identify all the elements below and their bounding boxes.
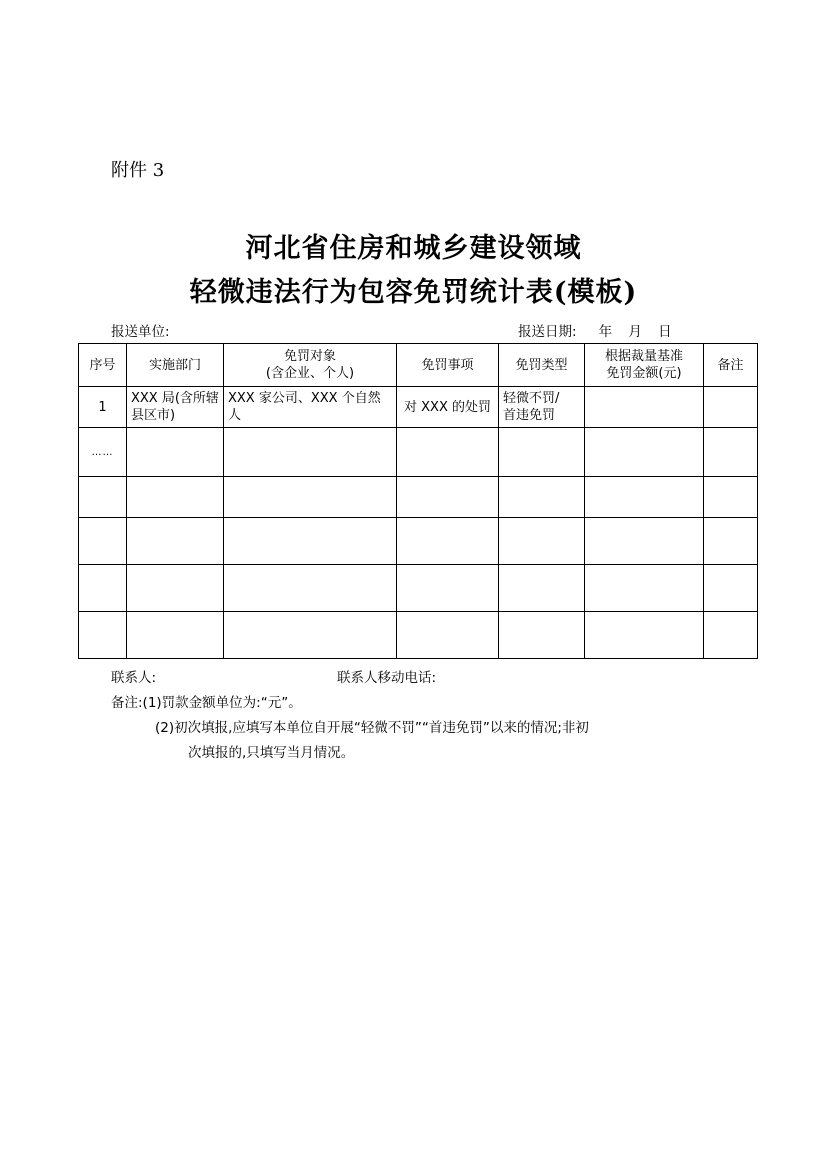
header-basis <box>585 344 704 387</box>
ellipsis: …… <box>91 447 114 458</box>
note-line-2: (2)初次填报,应填写本单位自开展“轻微不罚”“首违免罚”以来的情况;非初 <box>155 720 589 736</box>
cell-empty <box>127 565 224 612</box>
header-remark: 备注 <box>704 344 758 387</box>
cell-empty <box>224 428 397 477</box>
header-basis-line2: 免罚金额(元) <box>606 366 682 381</box>
header-target-line2: (含企业、个人) <box>265 366 355 381</box>
cell-empty <box>499 518 585 565</box>
note-line-1: 备注:(1)罚款金额单位为:“元”。 <box>111 695 302 711</box>
cell-empty <box>224 612 397 659</box>
document-title-line2: 轻微违法行为包容免罚统计表(模板) <box>189 277 638 308</box>
cell-empty <box>397 518 499 565</box>
cell-type <box>499 387 585 428</box>
cell-empty <box>79 477 127 518</box>
cell-empty <box>79 612 127 659</box>
cell-seq <box>79 428 127 477</box>
attachment-label: 附件 3 <box>111 160 165 181</box>
table-header-row <box>79 344 758 387</box>
cell-empty <box>585 477 704 518</box>
cell-empty <box>585 428 704 477</box>
date-units: 年 月 日 <box>598 324 672 340</box>
cell-empty <box>224 518 397 565</box>
cell-empty <box>397 477 499 518</box>
cell-empty <box>397 428 499 477</box>
reporting-date-label: 报送日期: <box>518 324 577 340</box>
cell-empty <box>704 612 758 659</box>
document-title-line1: 河北省住房和城乡建设领域 <box>245 233 582 264</box>
cell-target: XXX 家公司、XXX 个自然人 <box>224 387 397 428</box>
cell-empty <box>585 612 704 659</box>
statistics-table <box>78 343 758 659</box>
cell-empty <box>704 518 758 565</box>
cell-empty <box>127 518 224 565</box>
contact-phone-label: 联系人移动电话: <box>337 670 437 686</box>
header-dept: 实施部门 <box>127 344 224 387</box>
cell-dept: XXX 局(含所辖县区市) <box>127 387 224 428</box>
cell-empty <box>499 477 585 518</box>
cell-empty <box>224 565 397 612</box>
header-target-line1: 免罚对象 <box>283 349 336 364</box>
cell-type-line1: 轻微不罚/ <box>503 391 560 406</box>
cell-empty <box>704 565 758 612</box>
note-line-3: 次填报的,只填写当月情况。 <box>188 745 355 761</box>
cell-empty <box>127 428 224 477</box>
cell-empty <box>397 612 499 659</box>
cell-empty <box>704 477 758 518</box>
cell-empty <box>499 612 585 659</box>
cell-empty <box>704 428 758 477</box>
notes <box>111 691 589 766</box>
cell-empty <box>79 565 127 612</box>
cell-empty <box>224 477 397 518</box>
header-type: 免罚类型 <box>499 344 585 387</box>
cell-type-line2: 首违免罚 <box>503 408 556 423</box>
header-basis-line1: 根据裁量基准 <box>604 349 683 364</box>
header-matter: 免罚事项 <box>397 344 499 387</box>
cell-empty <box>127 477 224 518</box>
cell-empty <box>79 518 127 565</box>
cell-empty <box>499 428 585 477</box>
contact-person-label: 联系人: <box>111 670 157 686</box>
reporting-unit-label: 报送单位: <box>111 324 170 340</box>
table-row <box>79 565 758 612</box>
header-seq: 序号 <box>79 344 127 387</box>
reporting-date <box>518 320 672 340</box>
cell-seq: 1 <box>79 387 127 428</box>
table-row <box>79 387 758 428</box>
table-row <box>79 518 758 565</box>
header-target <box>224 344 397 387</box>
table-row <box>79 477 758 518</box>
table-row <box>79 612 758 659</box>
cell-empty <box>397 565 499 612</box>
table-row <box>79 428 758 477</box>
cell-empty <box>127 612 224 659</box>
cell-remark <box>704 387 758 428</box>
cell-empty <box>499 565 585 612</box>
cell-empty <box>585 518 704 565</box>
cell-basis <box>585 387 704 428</box>
cell-matter: 对 XXX 的处罚 <box>397 387 499 428</box>
cell-empty <box>585 565 704 612</box>
